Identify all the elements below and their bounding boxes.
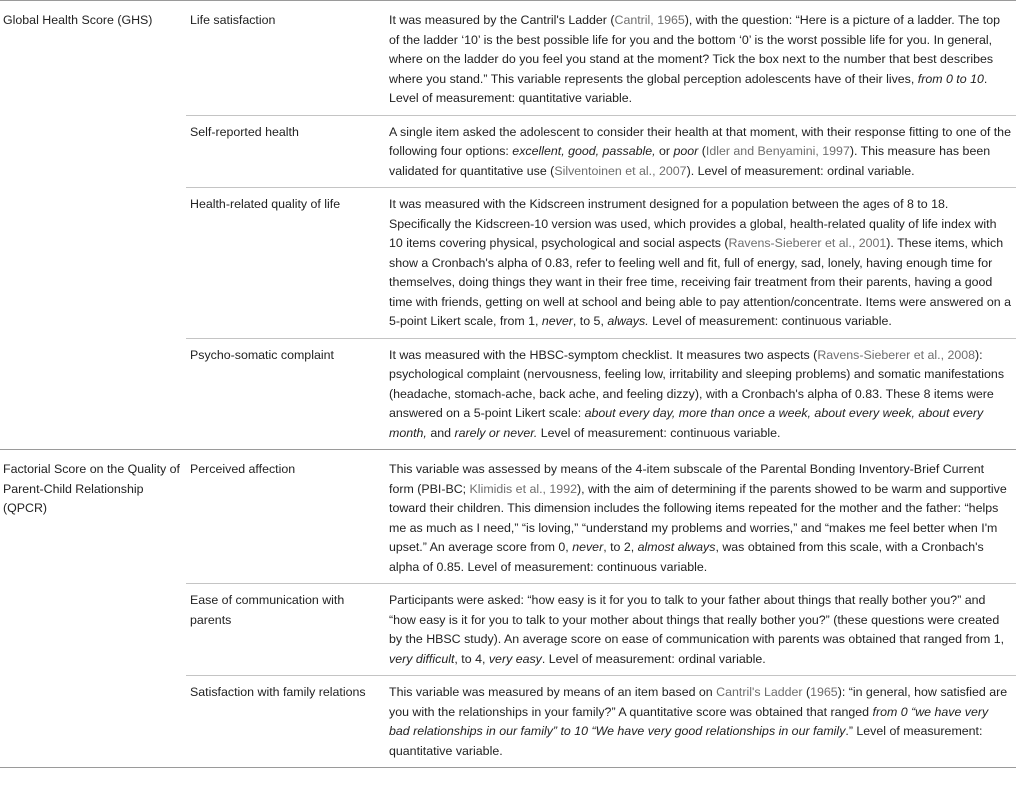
emphasis-text: very easy <box>488 651 542 666</box>
emphasis-text: about every day, more than once a week, about every week, about every month, <box>389 406 984 440</box>
description-text: ). This measure has been validated for quantitative use ( <box>389 144 991 178</box>
description-text: ), with the question: “Here is a picture of a ladder. The top of the ladder ‘10’ is the best possible life for you and the bottom ‘0’ is the worst possible life for you. In general, where on the ladder do you feel you stand at the moment? Tick the box next to the number that best describes where you stand.” This variable represents the global perception adolescents have of their lives, <box>389 13 1000 86</box>
citation-link[interactable]: Silventoinen et al., 2007 <box>554 163 687 178</box>
emphasis-text: excellent, good, passable, <box>512 144 656 158</box>
emphasis-text: always. <box>607 314 649 328</box>
variable-name: Self-reported health <box>186 115 386 188</box>
variable-description <box>386 584 1016 676</box>
description-text: ): “in general, how satisfied are you with the relationships in your family?” A quantitative score was obtained that ranged <box>389 685 1008 719</box>
citation-link[interactable]: Cantril's Ladder <box>716 685 803 699</box>
emphasis-text: rarely or never. <box>454 425 538 440</box>
table-row <box>0 1 1016 116</box>
citation-link[interactable]: Idler and Benyamini, 1997 <box>705 144 850 158</box>
emphasis-text: poor <box>673 144 699 158</box>
emphasis-text: from 0 “we have very bad relationships in our family” to 10 “We have very good relationships in our family <box>389 704 989 738</box>
description-text: This variable was measured by means of an item based on <box>389 685 717 699</box>
description-text: ): psychological complaint (nervousness, feeling low, irritability and sleeping problems) and somatic manifestations (headache, stomach-ache, back ache, and feeling dizzy), with a Cronbach's alpha of 0.83. These 8 items were answered on a 5-point Likert scale: <box>389 347 1005 420</box>
variable-name: Satisfaction with family relations <box>186 676 386 768</box>
description-text: ). Level of measurement: ordinal variable. <box>686 163 915 178</box>
description-text: A single item asked the adolescent to consider their health at that moment, with their response fitting to one of the following four options: <box>389 124 1011 158</box>
description-text: ( <box>802 685 811 699</box>
description-text: Level of measurement: continuous variable. <box>537 425 781 440</box>
variable-description <box>386 188 1016 339</box>
citation-link[interactable]: 1965 <box>810 685 838 699</box>
citation-link[interactable]: Cantril, 1965 <box>614 13 685 27</box>
description-text: , to 4, <box>454 651 489 666</box>
emphasis-text: very difficult <box>389 651 455 666</box>
description-text: ), with the aim of determining if the parents showed to be warm and supportive toward their children. This dimension includes the following items repeated for the mother and the father: “helps me as much as I need,” “is loving,” “understand my problems and worries,” and “makes me feel better when I'm upset.” An average score from 0, <box>389 481 1007 554</box>
variable-name: Health-related quality of life <box>186 188 386 339</box>
description-text: .” Level of measurement: quantitative variable. <box>389 724 983 758</box>
description-text: It was measured with the HBSC-symptom checklist. It measures two aspects ( <box>389 347 818 362</box>
emphasis-text: from 0 to 10 <box>917 71 984 86</box>
variable-name: Life satisfaction <box>186 1 386 116</box>
citation-link[interactable]: Ravens-Sieberer et al., 2008 <box>817 347 976 362</box>
description-text: . Level of measurement: quantitative variable. <box>389 71 988 105</box>
table-body <box>0 1 1016 768</box>
variable-description <box>386 338 1016 450</box>
variable-description <box>386 450 1016 584</box>
description-text: ( <box>698 144 706 158</box>
variable-name: Perceived affection <box>186 450 386 584</box>
description-text: Level of measurement: continuous variable. <box>648 314 892 328</box>
citation-link[interactable]: Ravens-Sieberer et al., 2001 <box>728 236 887 250</box>
description-text: , was obtained from this scale, with a Cronbach's alpha of 0.85. Level of measurement: continuous variable. <box>389 540 984 574</box>
emphasis-text: never <box>572 540 604 554</box>
description-text: , to 2, <box>603 540 638 554</box>
description-text: It was measured with the Kidscreen instrument designed for a population between the ages of 8 to 18. Specifically the Kidscreen-10 version was used, which provides a global, health-related quality of life index with 10 items covering physical, psychological and social aspects ( <box>389 197 997 250</box>
description-text: or <box>655 144 674 158</box>
variable-description <box>386 115 1016 188</box>
citation-link[interactable]: Klimidis et al., 1992 <box>469 481 577 496</box>
description-text: , to 5, <box>572 314 608 328</box>
description-text: Participants were asked: “how easy is it for you to talk to your father about things that really bother you?” and “how easy is it for you to talk to your mother about things that really bother you?” (these questions were created by the HBSC study). An average score on ease of communication with parents was obtained that ranged from 1, <box>389 593 1005 646</box>
emphasis-text: almost always <box>637 540 716 554</box>
variable-name: Psycho-somatic complaint <box>186 338 386 450</box>
description-text: and <box>426 425 455 440</box>
variable-description <box>386 676 1016 768</box>
description-text: It was measured by the Cantril's Ladder ( <box>389 13 615 27</box>
group-name: Factorial Score on the Quality of Parent-Child Relationship (QPCR) <box>0 450 186 768</box>
group-name: Global Health Score (GHS) <box>0 1 186 450</box>
description-text: . Level of measurement: ordinal variable. <box>541 651 766 666</box>
emphasis-text: never <box>541 314 573 328</box>
table-row <box>0 450 1016 584</box>
variable-name: Ease of communication with parents <box>186 584 386 676</box>
description-text: ). These items, which show a Cronbach's alpha of 0.83, refer to feeling well and fit, full of energy, sad, lonely, having enough time for themselves, doing things they want in their free time, receiving fair treatment from their parents, having a good time with friends, getting on well at school and being able to pay attention/concentrate. Items were answered on a 5-point Likert scale, from 1, <box>389 236 1011 328</box>
description-text: This variable was assessed by means of the 4-item subscale of the Parental Bonding Inventory-Brief Current form (PBI-BC; <box>389 462 985 496</box>
variable-description <box>386 1 1016 116</box>
